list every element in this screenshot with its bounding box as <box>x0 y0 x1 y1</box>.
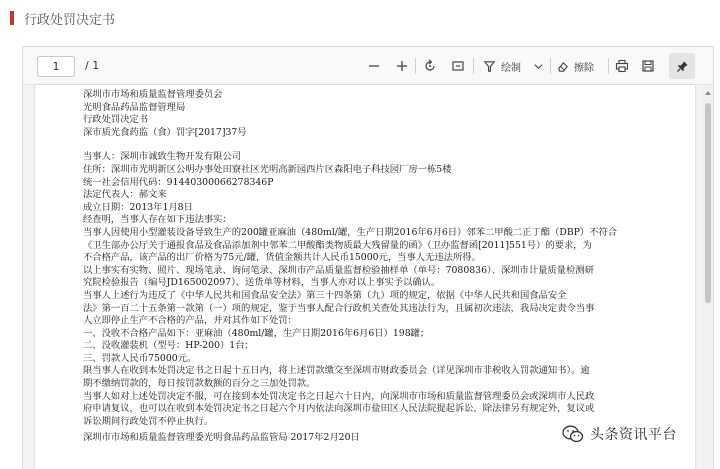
doc-line: 期不缴纳罚款的，每日按罚款数额的百分之三加处罚款。 <box>83 378 316 390</box>
doc-line: 经查明，当事人存在如下违法事实： <box>83 214 232 226</box>
pdf-viewer <box>22 46 714 469</box>
toolbar-divider <box>415 58 416 74</box>
doc-line: 不合格产品，该产品的出厂价格为75元/罐，货值金额共计人民币15000元，当事人无违法所得。 <box>83 252 481 264</box>
fit-page-button[interactable] <box>451 47 465 85</box>
vertical-scrollbar[interactable] <box>703 85 713 469</box>
document-body <box>83 89 683 445</box>
rotate-button[interactable] <box>423 47 437 85</box>
doc-line: 住所：深圳市光明新区公明办事处田寮社区光明高新园西片区森阳电子科技园厂房一栋5楼 <box>83 163 452 175</box>
doc-line: 人立即停止生产不合格的产品，并对其作如下处罚： <box>83 315 297 327</box>
toolbar-divider <box>473 58 474 74</box>
doc-line: 以上事实有实物、照片、现场笔录、询问笔录、深圳市产品质量监督检验抽样单（单号：7080836）、深圳市计量质量检测研 <box>83 264 594 276</box>
pin-button[interactable] <box>669 53 695 79</box>
doc-line: 一、没收不合格产品如下：亚麻油（480ml/罐，生产日期2016年6月6日）198罐； <box>83 327 430 339</box>
doc-line: 当事人如对上述处罚决定不服，可在接到本处罚决定书之日起六十日内，向深圳市市场和质量监督管理委员会或深圳市人民政 <box>83 390 595 402</box>
eraser-icon <box>556 60 569 73</box>
rotate-icon <box>423 59 437 73</box>
page-number-input[interactable]: 1 <box>37 56 75 77</box>
doc-line: 成立日期：2013年1月8日 <box>83 201 193 213</box>
plus-icon <box>395 59 409 73</box>
save-button[interactable] <box>641 47 655 85</box>
scroll-thumb[interactable] <box>705 103 711 303</box>
doc-line: 诉讼期间行政处罚不停止执行。 <box>83 415 214 427</box>
scroll-up-arrow-icon[interactable] <box>705 91 711 95</box>
doc-line: 当事人因使用小型灌装设备导致生产的200罐亚麻油（480ml/罐，生产日期2016年6月6日）邻苯二甲酸二正丁酯（DBP）不符合 <box>83 226 618 238</box>
erase-button[interactable] <box>556 47 594 85</box>
erase-label: 擦除 <box>574 62 594 74</box>
doc-line: 府申请复议，也可以在收到本处罚决定书之日起六个月内依法向深圳市盐田区人民法院提起诉讼，除法律另有规定外，复议或 <box>83 403 595 415</box>
draw-filter-icon <box>483 60 496 73</box>
watermark-text: 头条资讯平台 <box>590 427 677 443</box>
printer-icon <box>615 59 629 73</box>
page-total: / 1 <box>85 59 100 72</box>
toolbar-divider <box>550 58 551 74</box>
pdf-page <box>35 85 695 469</box>
viewer-toolbar <box>23 47 713 85</box>
section-accent-bar <box>10 11 14 25</box>
section-header <box>10 8 115 28</box>
doc-line: 当事人上述行为违反了《中华人民共和国食品安全法》第三十四条第（九）项的规定，依据《中华人民共和国食品安全 <box>83 289 567 301</box>
minus-icon <box>367 59 381 73</box>
section-title: 行政处罚决定书 <box>24 12 116 28</box>
print-button[interactable] <box>615 47 629 85</box>
watermark <box>562 424 677 444</box>
toolbar-divider <box>608 58 609 74</box>
zoom-out-button[interactable] <box>367 47 381 85</box>
doc-line: 当事人：深圳市诚致生物开发有限公司 <box>83 151 242 163</box>
chevron-down-icon <box>533 61 544 72</box>
draw-dropdown-button[interactable] <box>533 47 544 85</box>
doc-line: 《卫生部办公厅关于通报食品及食品添加剂中邻苯二甲酸酯类物质最大残留量的函》（卫办监督函[2011]551号）的要求，为 <box>83 239 592 251</box>
doc-line: 法定代表人：郝文来 <box>83 189 167 201</box>
fit-page-icon <box>451 59 465 73</box>
draw-button[interactable] <box>483 47 521 85</box>
doc-line: 限当事人在收到本处罚决定书之日起十五日内，将上述罚款缴交至深圳市财政委员会（详见深圳市非税收入罚款通知书）。逾 <box>83 365 590 377</box>
wechat-logo-icon <box>562 425 584 443</box>
pin-icon <box>676 60 689 73</box>
zoom-in-button[interactable] <box>395 47 409 85</box>
doc-line: 究院检验报告（编号JD165002097）、送货单等材料，当事人亦对以上事实予以确认。 <box>83 277 441 289</box>
doc-line: 三、罚款人民币75000元。 <box>83 352 197 364</box>
doc-line: 深圳市市场和质量监督管理委光明食品药品监管局 2017年2月20日 <box>83 432 360 444</box>
doc-line: 深圳市市场和质量监督管理委员会 <box>83 89 223 100</box>
doc-line: 二、没收灌装机（型号：HP-200）1台； <box>83 340 254 352</box>
doc-line: 法》第一百二十五条第一款第（一）项的规定，鉴于当事人配合行政机关查处其违法行为，且属初次违法，我局决定责令当事 <box>83 302 595 314</box>
doc-line: 光明食品药品监督管理局 <box>83 101 186 113</box>
draw-label: 绘制 <box>501 62 521 74</box>
doc-line: 深市质光食药监（食）罚字[2017]37号 <box>83 126 247 138</box>
spacer <box>83 139 683 151</box>
doc-line: 统一社会信用代码：91440300066278346P <box>83 176 274 188</box>
doc-line: 行政处罚决定书 <box>83 114 149 126</box>
save-icon <box>641 59 655 73</box>
